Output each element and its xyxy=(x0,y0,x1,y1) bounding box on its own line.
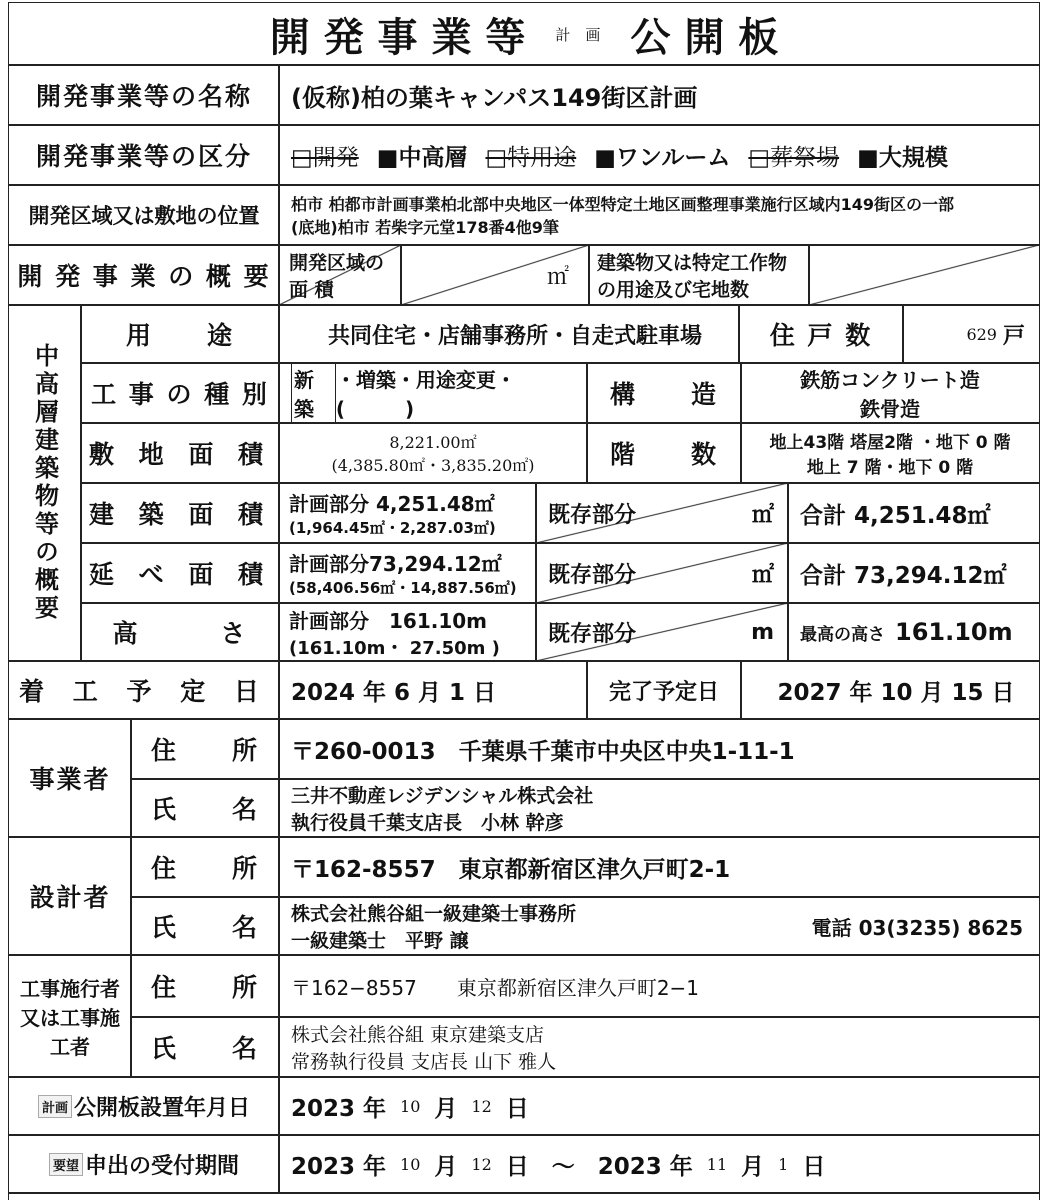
designer-company: 株式会社熊谷組一級建築士事務所 xyxy=(291,903,577,925)
site-area-total: 8,221.00㎡ xyxy=(389,433,477,452)
site-area-label: 敷 地 面 積 xyxy=(80,422,280,484)
floors-line: 地上43階 塔屋2階 ・地下 0 階 xyxy=(769,433,1011,453)
location-label: 開発区域又は敷地の位置 xyxy=(8,184,280,246)
period-start-day: 12 xyxy=(471,1154,492,1174)
name-label: 開発事業等の名称 xyxy=(8,64,280,126)
floor-plan-total: 計画部分73,294.12㎡ xyxy=(289,552,502,576)
floors-label: 階 数 xyxy=(586,422,742,484)
max-height-value: 161.10m xyxy=(895,618,1013,646)
name-value: (仮称)柏の葉キャンパス149街区計画 xyxy=(278,64,1040,126)
period-start-month: 10 xyxy=(400,1154,421,1174)
building-area-plan xyxy=(278,482,537,544)
building-area-total: 合計 4,251.48㎡ xyxy=(787,482,1040,544)
end-label: 完了予定日 xyxy=(586,660,742,720)
units-suffix: 戸 xyxy=(1002,323,1025,349)
contractor-name-label: 氏 名 xyxy=(130,1016,280,1078)
existing-unit: ㎡ xyxy=(751,502,774,528)
work-type-options: ・増築・用途変更・( ) xyxy=(335,368,516,421)
location-value xyxy=(278,184,1040,246)
owner-name-label: 氏 名 xyxy=(130,778,280,838)
posted-tag: 計画 xyxy=(38,1095,72,1118)
work-type-label: 工 事 の 種 別 xyxy=(80,362,280,424)
owner-name xyxy=(278,778,1040,838)
existing-label: 既存部分 xyxy=(548,621,637,647)
existing-unit: m xyxy=(751,619,774,645)
category-list xyxy=(278,124,1040,186)
overview-label: 開 発 事 業 の 概 要 xyxy=(8,244,280,306)
height-total xyxy=(787,602,1040,662)
existing-label: 既存部分 xyxy=(548,502,637,528)
building-area-label: 建 築 面 積 xyxy=(80,482,280,544)
posted-date xyxy=(278,1076,1040,1136)
period-dates xyxy=(278,1134,1040,1194)
contractor-representative: 常務執行役員 支店長 山下 雅人 xyxy=(291,1051,557,1073)
category-item: ■大規模 xyxy=(857,144,948,171)
height-label: 高 さ xyxy=(80,602,280,662)
title-main: 開 発 事 業 等 xyxy=(269,14,526,61)
work-type-selected: 新築 xyxy=(291,363,336,423)
area-label: 開発区域の 面 積 xyxy=(278,244,402,306)
designer-addr-label: 住 所 xyxy=(130,836,280,898)
building-plan-breakdown: (1,964.45㎡・2,287.03㎡) xyxy=(289,519,496,537)
height-plan-breakdown: (161.10m・ 27.50m ) xyxy=(289,637,500,659)
floors-value xyxy=(740,422,1040,484)
location-line: 柏市 柏都市計画事業柏北部中央地区一体型特定土地区画整理事業施行区域内149街区の一部 xyxy=(291,195,954,214)
contractor-company: 株式会社熊谷組 東京建築支店 xyxy=(291,1024,545,1046)
site-area-breakdown: (4,385.80㎡・3,835.20㎡) xyxy=(331,456,535,475)
height-plan xyxy=(278,602,537,662)
period-end-day: 1 xyxy=(778,1154,789,1174)
category-item: ■ワンルーム xyxy=(594,144,731,171)
category-label: 開発事業等の区分 xyxy=(8,124,280,186)
category-item: □特用途 xyxy=(485,144,577,171)
use-row-label: 用 途 xyxy=(80,304,280,364)
floor-area-total: 合計 73,294.12㎡ xyxy=(787,542,1040,604)
category-item: ■中高層 xyxy=(376,144,468,171)
units-cell xyxy=(902,304,1040,364)
bottom-row xyxy=(8,1192,1040,1200)
month-suffix: 月 xyxy=(434,1095,458,1122)
contractor-address: 〒162−8557 東京都新宿区津久戸町2−1 xyxy=(278,954,1040,1018)
owner-company: 三井不動産レジデンシャル株式会社 xyxy=(291,785,594,807)
posted-label-cell xyxy=(8,1076,280,1136)
designer-name xyxy=(278,896,1040,956)
floor-area-existing xyxy=(535,542,789,604)
period-label: 申出の受付期間 xyxy=(85,1153,240,1179)
posted-day: 12 xyxy=(471,1096,492,1116)
start-date: 2024 年 6 月 1 日 xyxy=(278,660,588,720)
floor-area-label: 延 べ 面 積 xyxy=(80,542,280,604)
posted-label: 公開板設置年月日 xyxy=(74,1095,251,1121)
existing-label: 既存部分 xyxy=(548,562,637,588)
structure-label: 構 造 xyxy=(586,362,742,424)
title-sub: 計 画 xyxy=(555,25,601,44)
location-line: (底地)柏市 若柴字元堂178番4他9筆 xyxy=(291,218,559,237)
designer-address: 〒162-8557 東京都新宿区津久戸町2-1 xyxy=(278,836,1040,898)
posted-year: 2023 年 xyxy=(291,1095,387,1122)
owner-representative: 執行役員千葉支店長 小林 幹彦 xyxy=(291,812,564,834)
day-suffix: 日 xyxy=(802,1153,826,1180)
period-separator: 日 ～ 2023 年 xyxy=(505,1153,693,1180)
existing-unit: ㎡ xyxy=(751,562,774,588)
period-tag: 要望 xyxy=(49,1153,83,1176)
start-label: 着 工 予 定 日 xyxy=(8,660,280,720)
category-item: □開発 xyxy=(291,144,359,171)
day-suffix: 日 xyxy=(505,1095,529,1122)
owner-address: 〒260-0013 千葉県千葉市中央区中央1-11-1 xyxy=(278,718,1040,780)
end-date: 2027 年 10 月 15 日 xyxy=(740,660,1040,720)
structure-value xyxy=(740,362,1040,424)
floor-area-plan xyxy=(278,542,537,604)
posted-month: 10 xyxy=(400,1096,421,1116)
period-start-year: 2023 年 xyxy=(291,1153,387,1180)
title-suffix: 公 開 板 xyxy=(630,14,779,61)
max-height-label: 最高の高さ xyxy=(800,624,885,645)
owner-label: 事業者 xyxy=(8,718,132,838)
area-unit: ㎡ xyxy=(400,244,590,306)
contractor-label: 工事施行者又は工事施工者 xyxy=(8,954,132,1078)
month-suffix: 月 xyxy=(434,1153,458,1180)
units-label: 住 戸 数 xyxy=(738,304,904,364)
period-label-cell xyxy=(8,1134,280,1194)
mid-label: 中高層建築物等の概要 xyxy=(8,304,82,662)
units-value: 629 xyxy=(966,324,997,344)
structure-line: 鉄筋コンクリート造 xyxy=(800,368,980,392)
owner-addr-label: 住 所 xyxy=(130,718,280,780)
building-area-existing xyxy=(535,482,789,544)
board-title xyxy=(8,2,1040,66)
building-plan-total: 計画部分 4,251.48㎡ xyxy=(289,492,495,516)
month-suffix: 月 xyxy=(741,1153,765,1180)
contractor-name xyxy=(278,1016,1040,1078)
contractor-addr-label: 住 所 xyxy=(130,954,280,1018)
floors-line: 地上 7 階・地下 0 階 xyxy=(806,458,974,478)
height-plan-value: 計画部分 161.10m xyxy=(289,608,488,633)
designer-architect: 一級建築士 平野 譲 xyxy=(291,930,469,952)
designer-phone: 電話 03(3235) 8625 xyxy=(811,915,1023,940)
category-item: □葬祭場 xyxy=(748,144,840,171)
period-end-month: 11 xyxy=(706,1154,728,1174)
designer-label: 設計者 xyxy=(8,836,132,956)
use-label: 建築物又は特定工作物の用途及び宅地数 xyxy=(588,244,810,306)
height-existing xyxy=(535,602,789,662)
use-value-empty xyxy=(808,244,1040,306)
structure-line: 鉄骨造 xyxy=(860,397,920,421)
designer-name-label: 氏 名 xyxy=(130,896,280,956)
designer-name-lines xyxy=(291,899,576,953)
site-area-value xyxy=(278,422,588,484)
work-type-value xyxy=(278,362,588,424)
use-value: 共同住宅・店舗事務所・自走式駐車場 xyxy=(278,304,740,364)
floor-plan-breakdown: (58,406.56㎡・14,887.56㎡) xyxy=(289,579,517,597)
